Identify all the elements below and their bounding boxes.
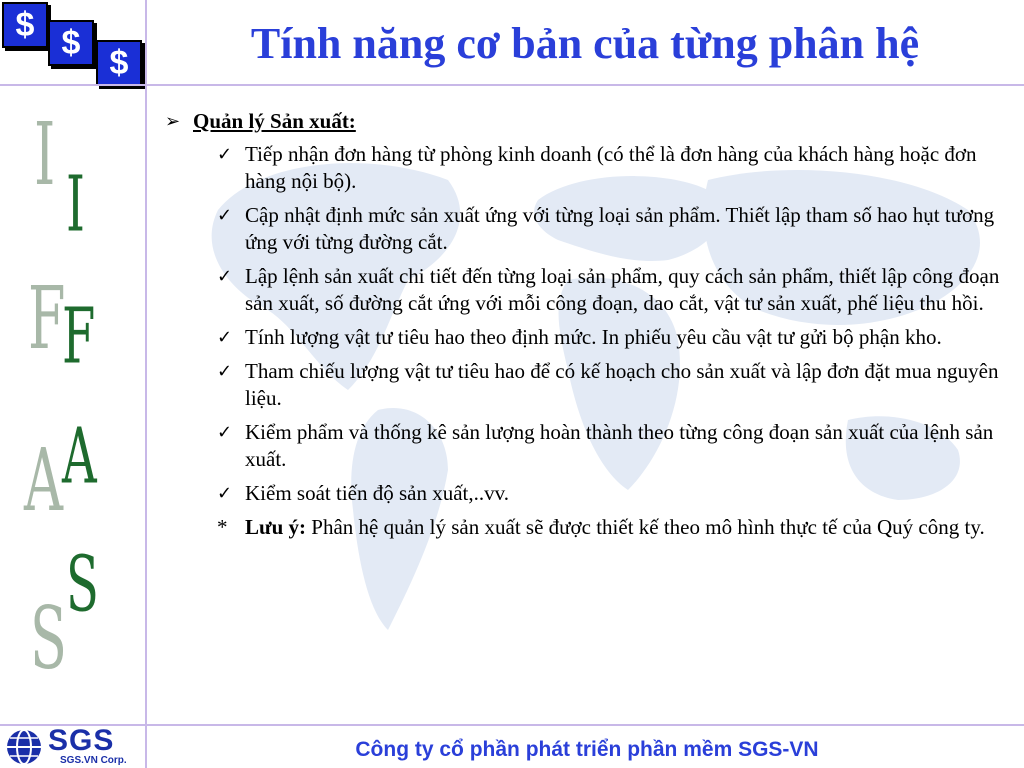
note-label: Lưu ý: [245,515,307,539]
dollar-icon: $ [2,2,48,48]
ifaas-letter: S [66,540,99,630]
check-icon: ✓ [217,483,233,504]
ifaas-letter: A [62,412,97,502]
header-divider [0,84,1024,86]
logo-subtitle: SGS.VN Corp. [60,755,127,766]
footer-divider [0,724,1024,726]
globe-icon [7,730,41,764]
list-item [217,324,1005,351]
note-star: * [217,515,228,539]
list-item-text: Kiểm phẩm và thống kê sản lượng hoàn thành theo từng công đoạn sản xuất của lệnh sản xuất. [245,420,994,471]
note-text [235,514,1005,541]
list-item-text: Tham chiếu lượng vật tư tiêu hao để có kế hoạch cho sản xuất và lập đơn đặt mua nguyên liệu. [245,359,999,410]
content-area [165,108,1005,541]
list-item-text: Lập lệnh sản xuất chi tiết đến từng loại sản phẩm, quy cách sản phẩm, thiết lập công đoạn sản xuất, số đường cắt ứng với mỗi công đoạn, dao cắt, vật tư sản xuất, phế liệu thu hồi. [245,264,1000,315]
list-item [217,263,1005,317]
section-heading: Quản lý Sản xuất: [193,109,356,133]
list-item-text: Kiểm soát tiến độ sản xuất,..vv. [245,481,510,505]
ifaas-letter: A [24,430,63,531]
check-icon: ✓ [217,361,233,382]
list-item [217,141,1005,195]
ifaas-letter: F [28,268,66,369]
ifaas-letter: I [66,160,85,250]
list-item [217,480,1005,507]
check-icon: ✓ [217,144,233,165]
arrow-bullet-icon: ➢ [165,111,181,131]
ifaas-letter: F [62,292,96,382]
list-item [217,358,1005,412]
dollar-icon: $ [96,40,142,86]
list-item-text: Tính lượng vật tư tiêu hao theo định mức. In phiếu yêu cầu vật tư gửi bộ phận kho. [245,325,942,349]
list-item-text: Tiếp nhận đơn hàng từ phòng kinh doanh (có thể là đơn hàng của khách hàng hoặc đơn hàng nội bộ). [245,142,977,193]
check-icon: ✓ [217,327,233,348]
check-icon: ✓ [217,266,233,287]
dollar-icon: $ [48,20,94,66]
note [217,514,1005,541]
note-body: Phân hệ quản lý sản xuất sẽ được thiết kế theo mô hình thực tế của Quý công ty. [306,515,985,539]
check-icon: ✓ [217,205,233,226]
check-icon: ✓ [217,422,233,443]
list-item-text: Cập nhật định mức sản xuất ứng với từng loại sản phẩm. Thiết lập tham số hao hụt tương ứng với từng đường cắt. [245,203,995,254]
vertical-divider [145,0,147,768]
logo-name: SGS [48,724,115,757]
ifaas-letter: S [30,588,67,689]
list-item [217,419,1005,473]
section-heading-row [165,108,1005,135]
page-title: Tính năng cơ bản của từng phân hệ [250,19,920,68]
sidebar [0,0,145,768]
footer-company-name: Công ty cổ phần phát triển phần mềm SGS-VN [355,738,819,761]
ifaas-letter: I [34,104,56,205]
list-item [217,202,1005,256]
